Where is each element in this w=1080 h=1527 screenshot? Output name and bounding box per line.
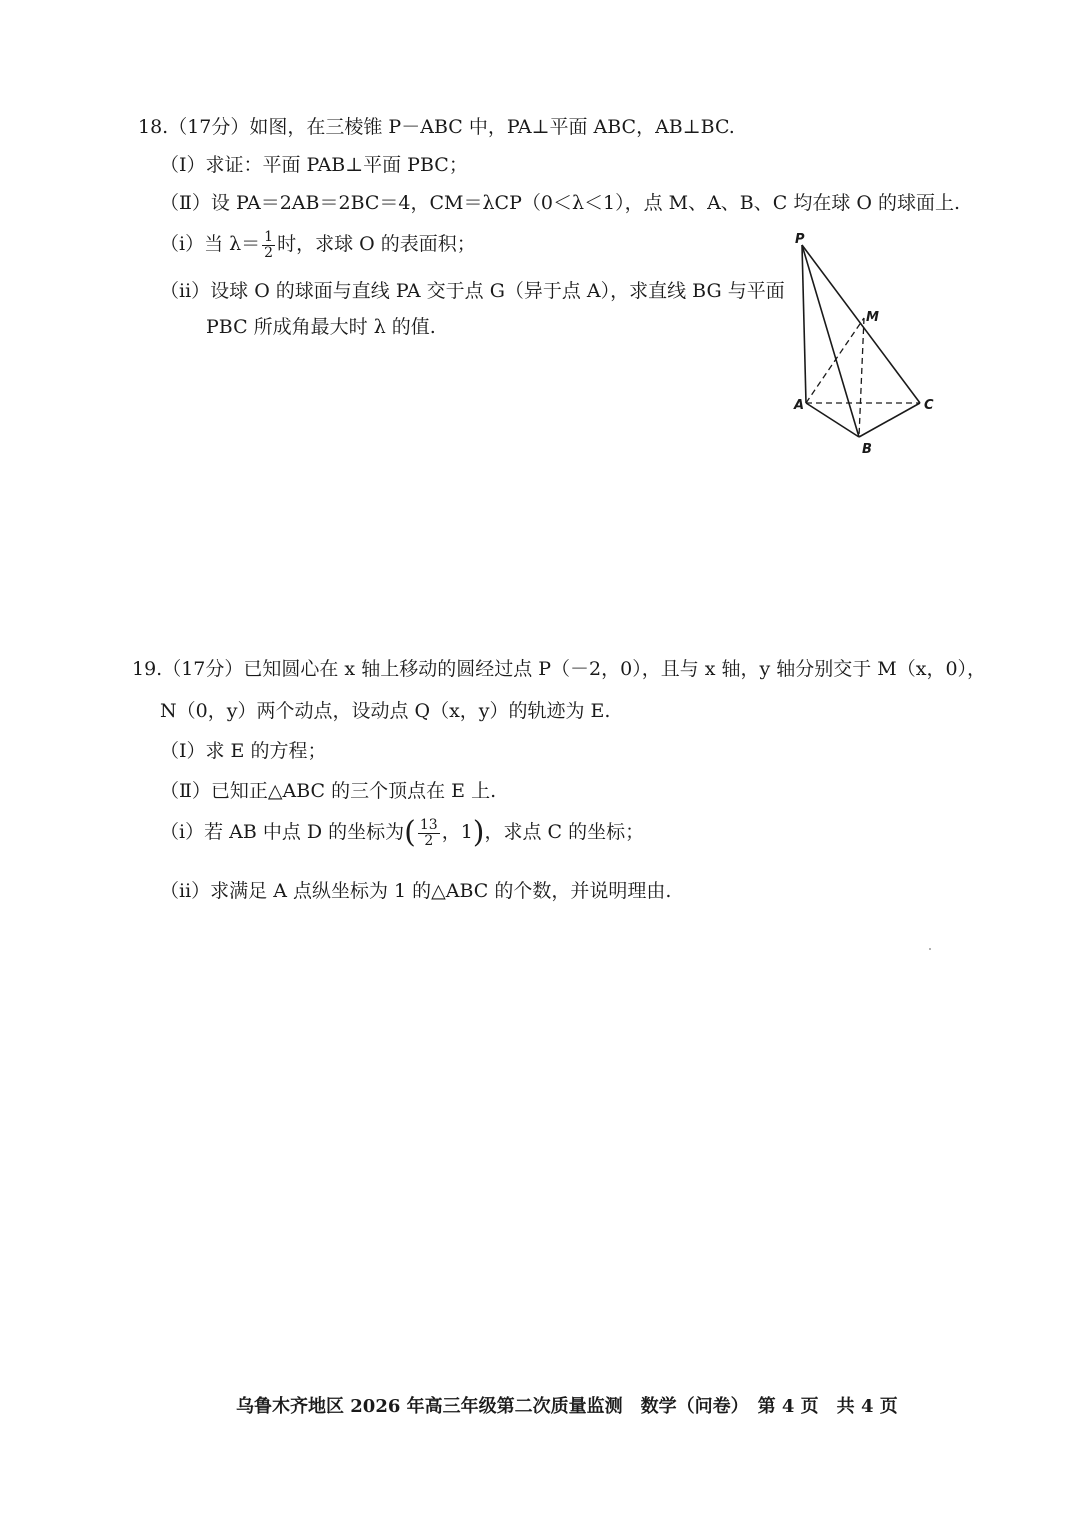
q19-header: 19.（17分）已知圆心在 x 轴上移动的圆经过点 P（－2，0），且与 x 轴，y 轴分别交于 M（x，0）， bbox=[132, 658, 987, 680]
q18-lambda-fraction bbox=[262, 230, 275, 260]
fraction-numerator: 1 bbox=[264, 229, 274, 245]
q18-header: 18.（17分）如图，在三棱锥 P－ABC 中，PA⊥平面 ABC，AB⊥BC. bbox=[138, 116, 735, 138]
q19-sub-i bbox=[160, 815, 645, 851]
q19-header-cont: N（0，y）两个动点，设动点 Q（x，y）的轨迹为 E. bbox=[160, 700, 611, 722]
q19-sub-ii: （ⅱ）求满足 A 点纵坐标为 1 的△ABC 的个数，并说明理由. bbox=[160, 880, 672, 902]
label-c: C bbox=[924, 398, 934, 413]
fraction-denominator: 2 bbox=[264, 244, 274, 261]
q18-sub-ii-cont: PBC 所成角最大时 λ 的值. bbox=[206, 316, 436, 338]
q18-sub-i-text-a: （ⅰ）当 λ＝ bbox=[160, 233, 261, 256]
pyramid-figure bbox=[784, 225, 944, 460]
fraction-numerator: 13 bbox=[419, 817, 438, 833]
left-paren: ( bbox=[404, 815, 416, 851]
q19-part1: （Ⅰ）求 E 的方程； bbox=[160, 740, 327, 762]
label-b: B bbox=[862, 442, 872, 457]
edge-pb bbox=[802, 245, 859, 437]
q18-sub-ii: （ⅱ）设球 O 的球面与直线 PA 交于点 G（异于点 A），求直线 BG 与平面 bbox=[160, 280, 785, 302]
q19-sub-i-text-a: （ⅰ）若 AB 中点 D 的坐标为 bbox=[160, 821, 405, 844]
q18-sub-i bbox=[160, 230, 476, 260]
q18-part2: （Ⅱ）设 PA＝2AB＝2BC＝4，CM＝λCP（0＜λ＜1），点 M、A、B、C 均在球 O 的球面上. bbox=[160, 192, 961, 214]
edge-bc bbox=[859, 403, 920, 437]
scan-speck bbox=[929, 948, 931, 950]
fraction-denominator: 2 bbox=[424, 832, 434, 849]
q18-part1: （Ⅰ）求证：平面 PAB⊥平面 PBC； bbox=[160, 154, 468, 176]
q18-sub-i-text-b: 时，求球 O 的表面积； bbox=[277, 233, 476, 256]
label-m: M bbox=[866, 310, 879, 325]
label-a: A bbox=[794, 398, 805, 413]
q19-coordinate-tail: ，1 bbox=[441, 821, 473, 844]
edge-pa bbox=[802, 245, 806, 403]
right-paren: ) bbox=[472, 815, 485, 851]
page-footer: 乌鲁木齐地区 2026 年高三年级第二次质量监测 数学（问卷） 第 4 页 共 4 页 bbox=[236, 1396, 898, 1417]
label-p: P bbox=[795, 232, 805, 247]
segment-mb-dashed bbox=[859, 318, 864, 437]
q19-part2: （Ⅱ）已知正△ABC 的三个顶点在 E 上. bbox=[160, 780, 497, 802]
segment-am-dashed bbox=[806, 318, 864, 403]
q19-coordinate-fraction bbox=[418, 818, 440, 848]
q19-sub-i-text-b: ，求点 C 的坐标； bbox=[484, 821, 645, 844]
